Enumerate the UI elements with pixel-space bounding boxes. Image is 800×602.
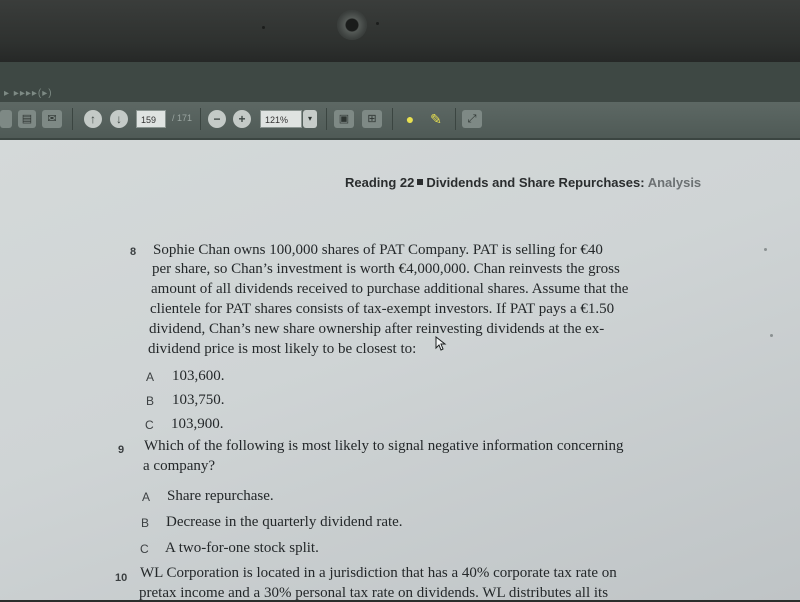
option-letter: B	[141, 516, 150, 530]
zoom-out-button[interactable]: −	[208, 110, 226, 128]
question-line: a company?	[143, 458, 216, 474]
expand-icon[interactable]: ⤢	[462, 110, 482, 128]
toolbar-divider	[455, 108, 456, 130]
option-letter: C	[145, 418, 154, 432]
reading-number: Reading 22	[345, 175, 415, 190]
option-text: Decrease in the quarterly dividend rate.	[166, 514, 403, 530]
screen-artifact	[764, 248, 767, 251]
option-text: 103,750.	[172, 392, 225, 408]
sensor-dot	[376, 22, 379, 25]
option-letter: A	[142, 490, 151, 504]
option-text: Share repurchase.	[167, 488, 274, 504]
chevron-down-icon[interactable]: ▾	[303, 110, 317, 128]
sensor-dot	[262, 26, 265, 29]
screen-artifact	[770, 334, 773, 337]
question-number: 10	[115, 572, 128, 584]
sidebar-toggle-icon[interactable]	[0, 110, 12, 128]
laptop-bezel	[0, 0, 800, 62]
option-letter: C	[140, 542, 149, 556]
question-line: dividend, Chan’s new share ownership after reinvesting dividends at the ex-	[149, 321, 605, 337]
previous-page-icon[interactable]: ↑	[84, 110, 102, 128]
question-line: Sophie Chan owns 100,000 shares of PAT Company. PAT is selling for €40	[153, 242, 603, 258]
page-number-input[interactable]: 159	[136, 110, 166, 128]
option-letter: B	[146, 394, 155, 408]
question-line: pretax income and a 30% personal tax rate on dividends. WL distributes all its	[139, 585, 609, 601]
question-number: 9	[118, 444, 125, 456]
header-subtitle: Analysis	[647, 175, 702, 190]
webcam-icon	[337, 10, 367, 40]
question-line: per share, so Chan’s investment is worth €4,000,000. Chan reinvests the gross	[152, 261, 620, 277]
toolbar-divider	[72, 108, 73, 130]
pdf-toolbar	[0, 102, 800, 140]
comment-icon[interactable]: ●	[405, 111, 415, 127]
question-line: amount of all dividends received to purchase additional shares. Assume that the	[151, 281, 629, 297]
fit-page-icon[interactable]: ▣	[334, 110, 354, 128]
header-title: Dividends and Share Repurchases:	[426, 175, 645, 190]
bullet-square-icon	[417, 179, 423, 185]
question-line: clientele for PAT shares consists of tax-exempt investors. If PAT pays a €1.50	[150, 301, 615, 317]
page-header	[345, 175, 701, 190]
document-page	[0, 140, 800, 600]
email-icon[interactable]: ✉	[42, 110, 62, 128]
option-text: A two-for-one stock split.	[165, 540, 319, 556]
highlight-icon[interactable]: ✎	[430, 111, 442, 127]
toolbar-divider	[326, 108, 327, 130]
option-text: 103,600.	[172, 368, 225, 384]
option-letter: A	[146, 370, 155, 384]
page-total-label: / 171	[172, 113, 193, 123]
mouse-cursor-icon	[434, 336, 448, 352]
zoom-in-button[interactable]: +	[233, 110, 251, 128]
next-page-icon[interactable]: ↓	[110, 110, 128, 128]
toolbar-divider	[200, 108, 201, 130]
question-line: Which of the following is most likely to signal negative information concerning	[144, 438, 624, 454]
toolbar-divider	[392, 108, 393, 130]
question-line: WL Corporation is located in a jurisdiction that has a 40% corporate tax rate on	[140, 565, 617, 581]
menu-bar	[0, 62, 800, 102]
zoom-select[interactable]: 121%	[260, 110, 302, 128]
question-line: dividend price is most likely to be closest to:	[148, 341, 417, 357]
option-text: 103,900.	[171, 416, 224, 432]
question-number: 8	[130, 246, 137, 258]
menu-fragment[interactable]: ▸ ▸▸▸▸(▸)	[4, 88, 53, 99]
fit-width-icon[interactable]: ⊞	[362, 110, 382, 128]
print-icon[interactable]: ▤	[18, 110, 36, 128]
